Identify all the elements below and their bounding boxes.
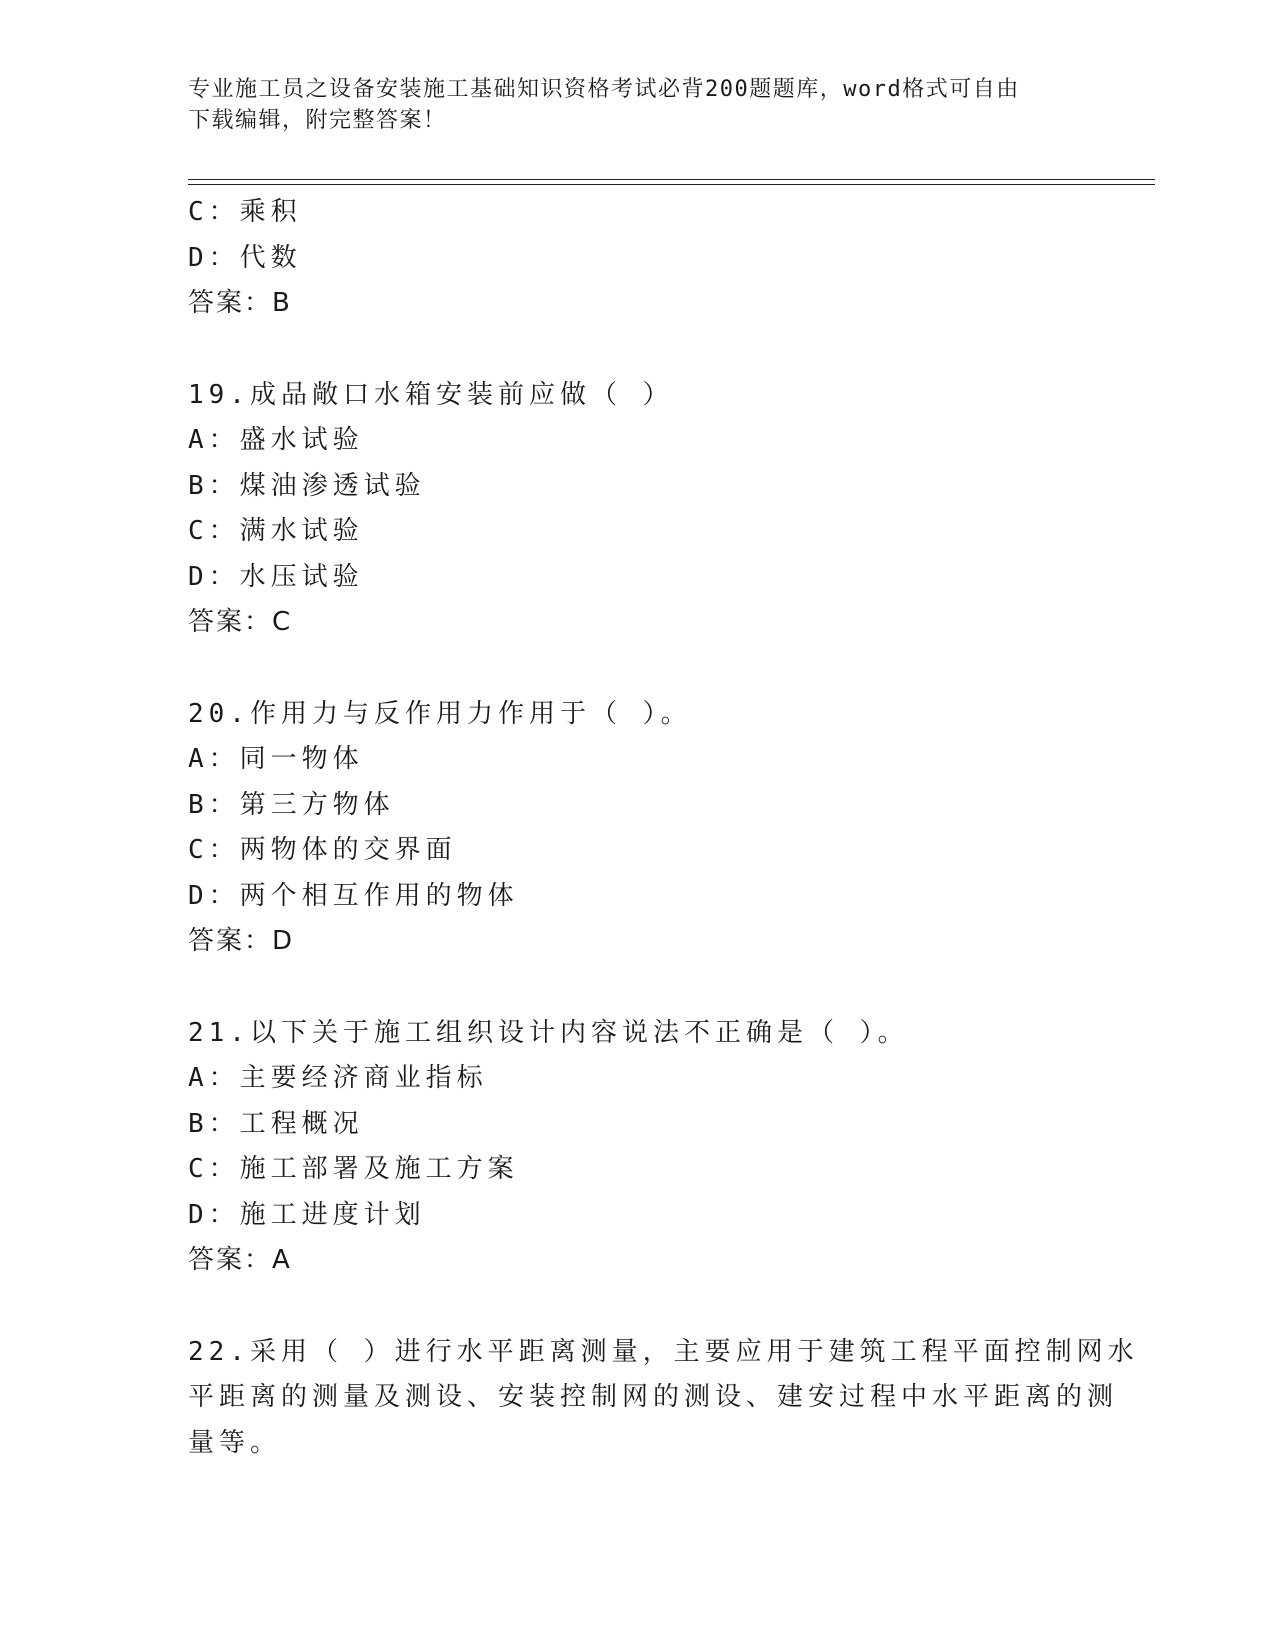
header-line-2: 下载编辑，附完整答案！ — [188, 108, 447, 133]
question-text-line-1: 22.采用（ ）进行水平距离测量，主要应用于建筑工程平面控制网水 — [188, 1336, 1139, 1367]
option-c: C：两物体的交界面 — [188, 835, 457, 865]
spacer — [188, 965, 1088, 1011]
answer-line: 答案：C — [188, 607, 293, 637]
spacer — [188, 327, 1088, 373]
document-header — [188, 74, 1088, 136]
header-line-1: 专业施工员之设备安装施工基础知识资格考试必背200题题库，word格式可自由 — [188, 77, 1020, 102]
spacer — [188, 1284, 1088, 1330]
option-d: D：代数 — [188, 242, 302, 273]
option-d: D：施工进度计划 — [188, 1199, 426, 1230]
option-b: B：煤油渗透试验 — [188, 470, 426, 501]
option-d: D：水压试验 — [188, 561, 364, 592]
question-text: 19.成品敞口水箱安装前应做（ ） — [188, 379, 674, 410]
question-19 — [188, 373, 1088, 646]
question-18-fragment — [188, 190, 1088, 327]
question-21 — [188, 1011, 1088, 1284]
question-list — [188, 190, 1139, 1466]
option-b: B：工程概况 — [188, 1108, 364, 1139]
answer-line: 答案：A — [188, 1245, 292, 1275]
question-text-line-2: 平距离的测量及测设、安装控制网的测设、建安过程中水平距离的测 — [188, 1382, 1119, 1412]
option-a: A：主要经济商业指标 — [188, 1063, 488, 1093]
option-c: C：乘积 — [188, 197, 302, 227]
option-c: C：施工部署及施工方案 — [188, 1154, 519, 1184]
question-text: 21.以下关于施工组织设计内容说法不正确是（ ）。 — [188, 1017, 909, 1048]
question-20 — [188, 692, 1088, 965]
option-a: A：盛水试验 — [188, 425, 364, 455]
question-22 — [188, 1330, 1139, 1467]
header-divider-bottom — [188, 184, 1155, 185]
option-b: B：第三方物体 — [188, 789, 395, 820]
spacer — [188, 646, 1088, 692]
question-text: 20.作用力与反作用力作用于（ ）。 — [188, 698, 692, 729]
option-c: C：满水试验 — [188, 516, 364, 546]
header-divider-top — [188, 179, 1155, 180]
answer-line: 答案：D — [188, 926, 295, 956]
option-d: D：两个相互作用的物体 — [188, 880, 519, 911]
question-text-line-3: 量等。 — [188, 1427, 282, 1458]
answer-line: 答案：B — [188, 288, 292, 318]
option-a: A：同一物体 — [188, 744, 364, 774]
